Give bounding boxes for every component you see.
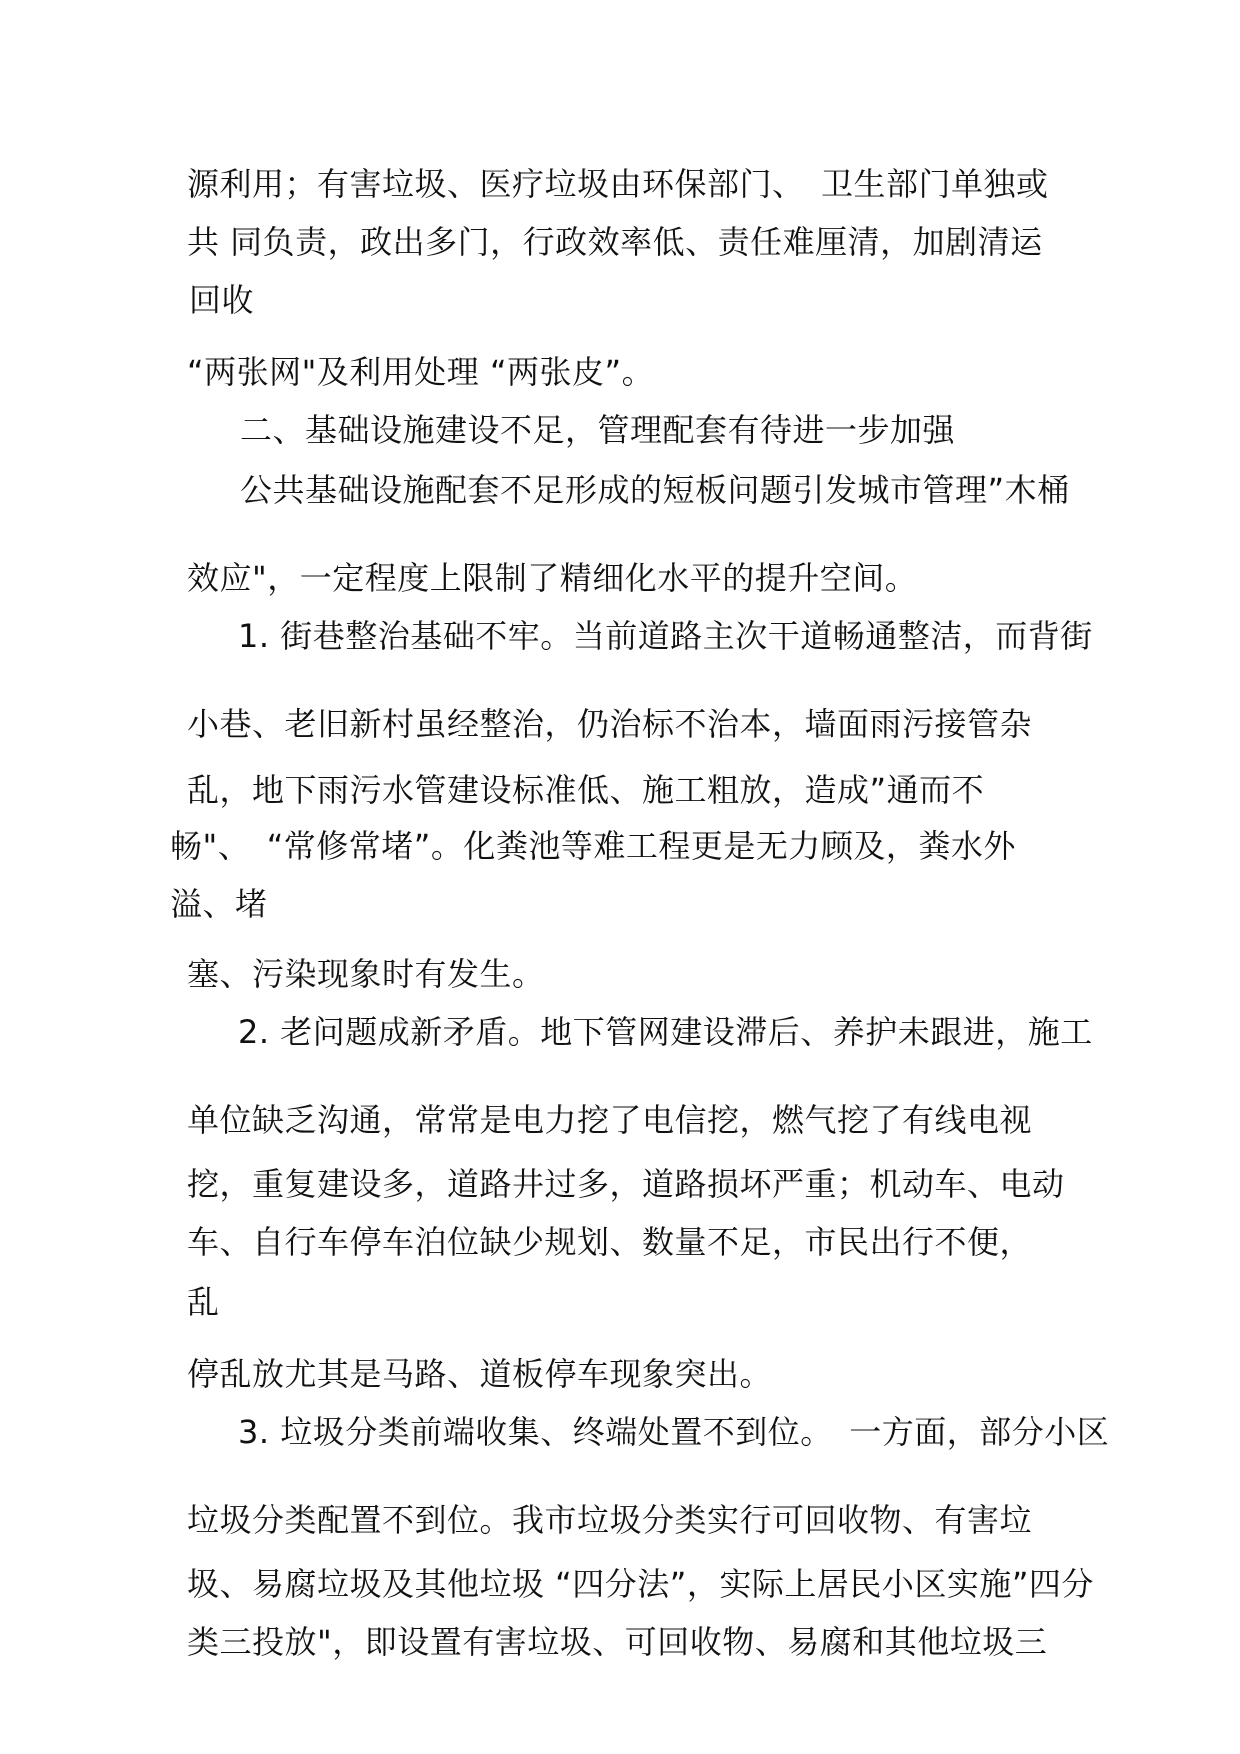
- text-line: 车、自行车停车泊位缺少规划、数量不足，市民出行不便，: [187, 1223, 1033, 1261]
- numbered-item-heading: 1. 街巷整治基础不牢。当前道路主次干道畅通整洁，而背街: [238, 617, 1093, 655]
- text-line: 溢、堵: [170, 885, 268, 923]
- text-line: 乱，地下雨污水管建设标准低、施工粗放，造成”通而不: [187, 771, 985, 809]
- text-line: 停乱放尤其是马路、道板停车现象突出。: [187, 1355, 773, 1393]
- text-line: 塞、污染现象时有发生。: [187, 955, 545, 993]
- text-line: 小巷、老旧新村虽经整治，仍治标不治本，墙面雨污接管杂: [187, 705, 1033, 743]
- text-line: “两张网"及利用处理 “两张皮”。: [187, 353, 655, 391]
- numbered-item-heading: 3. 垃圾分类前端收集、终端处置不到位。 一方面，部分小区: [238, 1413, 1110, 1451]
- text-line: 挖，重复建设多，道路井过多，道路损坏严重；机动车、电动: [187, 1165, 1065, 1203]
- text-line: 圾、易腐垃圾及其他垃圾 “四分法”，实际上居民小区实施”四分: [187, 1565, 1094, 1603]
- text-line: 回收: [189, 281, 255, 319]
- text-line: 公共基础设施配套不足形成的短板问题引发城市管理”木桶: [240, 471, 1070, 509]
- text-line: 共 同负责，政出多门，行政效率低、责任难厘清，加剧清运: [187, 223, 1043, 261]
- numbered-item-heading: 2. 老问题成新矛盾。地下管网建设滞后、养护未跟进，施工: [238, 1013, 1093, 1051]
- text-line: 畅"、 “常修常堵”。化粪池等难工程更是无力顾及，粪水外: [170, 827, 1016, 865]
- text-line: 垃圾分类配置不到位。我市垃圾分类实行可回收物、有害垃: [187, 1501, 1033, 1539]
- text-line: 类三投放"，即设置有害垃圾、可回收物、易腐和其他垃圾三: [187, 1623, 1048, 1661]
- text-line: 效应"，一定程度上限制了精细化水平的提升空间。: [187, 559, 918, 597]
- text-line: 源利用；有害垃圾、医疗垃圾由环保部门、 卫生部门单独或: [187, 165, 1049, 203]
- text-line: 单位缺乏沟通，常常是电力挖了电信挖，燃气挖了有线电视: [187, 1101, 1033, 1139]
- text-line: 乱: [187, 1283, 220, 1321]
- section-heading: 二、基础设施建设不足，管理配套有待进一步加强: [240, 411, 956, 449]
